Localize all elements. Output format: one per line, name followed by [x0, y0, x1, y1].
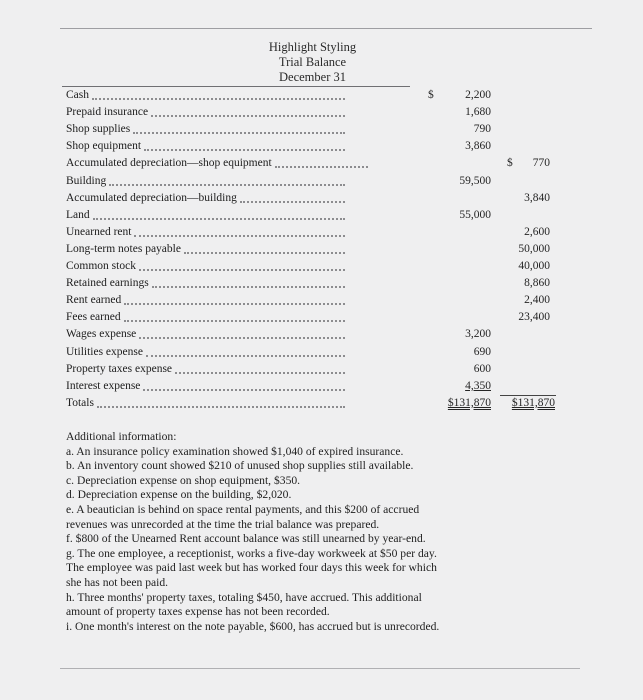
debit-amount: $131,870: [447, 397, 491, 409]
debit-amount: 4,350: [465, 380, 491, 392]
info-line-e1: e. A beautician is behind on space rental payments, and this $200 of accrued: [66, 502, 420, 516]
additional-heading: Additional information:: [66, 430, 177, 443]
credit-amount: 8,860: [524, 277, 550, 289]
leader-dots: [184, 252, 345, 254]
leader-dots: [93, 218, 345, 220]
leader-dots: [144, 149, 345, 151]
row-label: Utilities expense: [66, 346, 143, 358]
row-label: Unearned rent: [66, 226, 132, 238]
info-line-g3: she has not been paid.: [66, 575, 169, 589]
leader-dots: [139, 269, 345, 271]
info-line-b: b. An inventory count showed $210 of unused shop supplies still available.: [66, 459, 414, 473]
debit-amount: 2,200: [465, 89, 491, 101]
debit-amount: 3,200: [465, 328, 491, 340]
row-label: Retained earnings: [66, 277, 149, 289]
row-label: Fees earned: [66, 311, 121, 323]
row-label: Property taxes expense: [66, 363, 173, 375]
statement-title: Trial Balance: [278, 55, 347, 69]
leader-dots: [275, 166, 368, 168]
leader-dots: [139, 337, 345, 339]
company-name: Highlight Styling: [268, 40, 357, 54]
leader-dots: [143, 389, 345, 391]
leader-dots: [124, 303, 345, 305]
row-label: Building: [66, 175, 107, 187]
leader-dots: [175, 372, 345, 374]
row-label: Long-term notes payable: [66, 243, 181, 255]
leader-dots: [134, 235, 345, 237]
leader-dots: [124, 320, 345, 322]
leader-dots: [92, 98, 345, 100]
debit-amount: 1,680: [465, 106, 491, 118]
debit-amount: 59,500: [459, 175, 491, 187]
credit-total-rule: [500, 395, 556, 396]
leader-dots: [109, 184, 345, 186]
info-line-h1: h. Three months' property taxes, totaling $450, have accrued. This additional: [66, 590, 422, 604]
credit-amount: 40,000: [518, 260, 550, 272]
debit-dollar-sign: $: [428, 89, 434, 101]
credit-amount: 3,840: [524, 192, 550, 204]
info-line-f: f. $800 of the Unearned Rent account balance was still unearned by year-end.: [66, 532, 426, 546]
credit-amount: 2,400: [524, 294, 550, 306]
info-line-i: i. One month's interest on the note payable, $600, has accrued but is unrecorded.: [66, 619, 440, 633]
top-rule: [60, 28, 592, 29]
info-line-g2: The employee was paid last week but has worked four days this week for which: [66, 561, 437, 575]
leader-dots: [240, 201, 345, 203]
header-rule: [62, 86, 410, 87]
debit-amount: 55,000: [459, 209, 491, 221]
row-label: Totals: [66, 397, 94, 409]
credit-amount: 50,000: [518, 243, 550, 255]
debit-amount: 3,860: [465, 140, 491, 152]
row-label: Cash: [66, 89, 89, 101]
leader-dots: [133, 132, 345, 134]
row-label: Land: [66, 209, 90, 221]
bottom-rule: [60, 668, 580, 669]
debit-amount: 790: [473, 123, 491, 135]
row-label: Common stock: [66, 260, 136, 272]
additional-information: [66, 430, 536, 634]
leader-dots: [146, 355, 345, 357]
info-line-d: d. Depreciation expense on the building, $2,020.: [66, 488, 292, 502]
credit-dollar-sign: $: [507, 157, 513, 169]
debit-amount: 690: [473, 346, 491, 358]
row-label: Accumulated depreciation—building: [66, 192, 237, 204]
credit-amount: 23,400: [518, 311, 550, 323]
row-label: Shop equipment: [66, 140, 142, 152]
leader-dots: [151, 115, 345, 117]
info-line-e2: revenues was unrecorded at the time the trial balance was prepared.: [66, 517, 380, 531]
row-label: Wages expense: [66, 328, 137, 340]
info-line-g1: g. The one employee, a receptionist, works a five-day workweek at $50 per day.: [66, 546, 437, 560]
statement-date: December 31: [279, 70, 346, 84]
row-label: Prepaid insurance: [66, 106, 149, 118]
info-line-a: a. An insurance policy examination showed $1,040 of expired insurance.: [66, 444, 404, 458]
row-label: Shop supplies: [66, 123, 131, 135]
credit-amount: 2,600: [524, 226, 550, 238]
info-line-h2: amount of property taxes expense has not been recorded.: [66, 605, 330, 619]
row-label: Interest expense: [66, 380, 141, 392]
info-line-c: c. Depreciation expense on shop equipment, $350.: [66, 473, 301, 487]
credit-amount: $131,870: [511, 397, 555, 409]
leader-dots: [152, 286, 345, 288]
row-label: Accumulated depreciation—shop equipment: [66, 157, 272, 169]
row-label: Rent earned: [66, 294, 122, 306]
leader-dots: [97, 406, 345, 408]
debit-amount: 600: [473, 363, 491, 375]
credit-amount: 770: [532, 157, 550, 169]
